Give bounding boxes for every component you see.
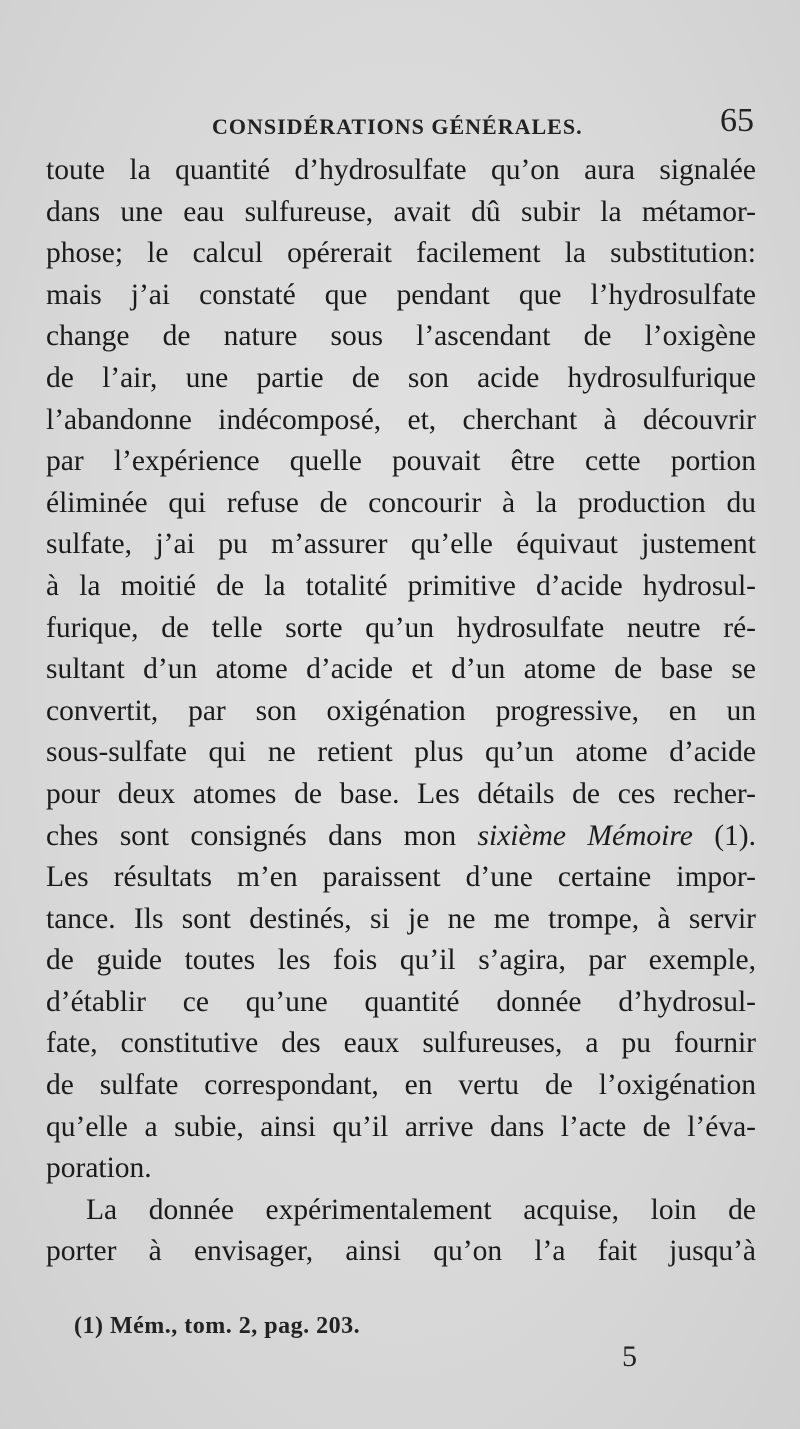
text-line: d’établir ce qu’une quantité donnée d’hydrosul- [46,985,756,1018]
text-line-start: ches sont consignés dans mon [46,819,457,852]
text-line: furique, de telle sorte qu’un hydrosulfate neutre ré- [46,611,756,644]
text-line: Les résultats m’en paraissent d’une certaine impor- [46,861,756,894]
text-line: de guide toutes les fois qu’il s’agira, par exemple, [46,944,756,977]
text-line: change de nature sous l’ascendant de l’oxigène [46,320,756,353]
text-line: mais j’ai constaté que pendant que l’hydrosulfate [46,278,756,311]
text-line: de sulfate correspondant, en vertu de l’oxigénation [46,1069,756,1102]
text-line: par l’expérience quelle pouvait être cette portion [46,445,756,478]
text-line: sulfate, j’ai pu m’assurer qu’elle équivaut justement [46,528,756,561]
running-title: CONSIDÉRATIONS GÉNÉRALES. [212,114,583,139]
footnote: (1) Mém., tom. 2, pag. 203. [74,1313,361,1339]
running-head [0,102,800,142]
text-line: convertit, par son oxigénation progressive, en un [46,694,756,727]
text-line: phose; le calcul opérerait facilement la substitution: [46,237,756,270]
text-line: de l’air, une partie de son acide hydrosulfurique [46,361,756,394]
text-line: qu’elle a subie, ainsi qu’il arrive dans l’acte de l’éva- [46,1110,756,1143]
body-text [46,150,756,1273]
text-line: fate, constitutive des eaux sulfureuses, a pu fournir [46,1027,756,1060]
text-line: dans une eau sulfureuse, avait dû subir la métamor- [46,195,756,228]
text-line: poration. [46,1152,152,1185]
footnote-marker: (1). [692,819,756,852]
page-number: 65 [720,102,754,139]
text-line: tance. Ils sont destinés, si je ne me trompe, à servir [46,902,756,935]
text-line: éliminée qui refuse de concourir à la production du [46,486,756,519]
text-line: à la moitié de la totalité primitive d’acide hydrosul- [46,569,756,602]
signature-mark: 5 [622,1340,637,1373]
text-line: La donnée expérimentalement acquise, loin de [86,1193,756,1226]
text-line: pour deux atomes de base. Les détails de ces recher- [46,777,756,810]
text-line: l’abandonne indécomposé, et, cherchant à découvrir [46,403,756,436]
italic-reference: sixième Mémoire [477,819,693,852]
text-line: sous-sulfate qui ne retient plus qu’un atome d’acide [46,736,756,769]
text-line-with-italic [46,816,756,858]
text-line: porter à envisager, ainsi qu’on l’a fait jusqu’à [46,1235,756,1268]
text-line: sultant d’un atome d’acide et d’un atome de base se [46,653,756,686]
text-line: toute la quantité d’hydrosulfate qu’on aura signalée [46,154,756,186]
